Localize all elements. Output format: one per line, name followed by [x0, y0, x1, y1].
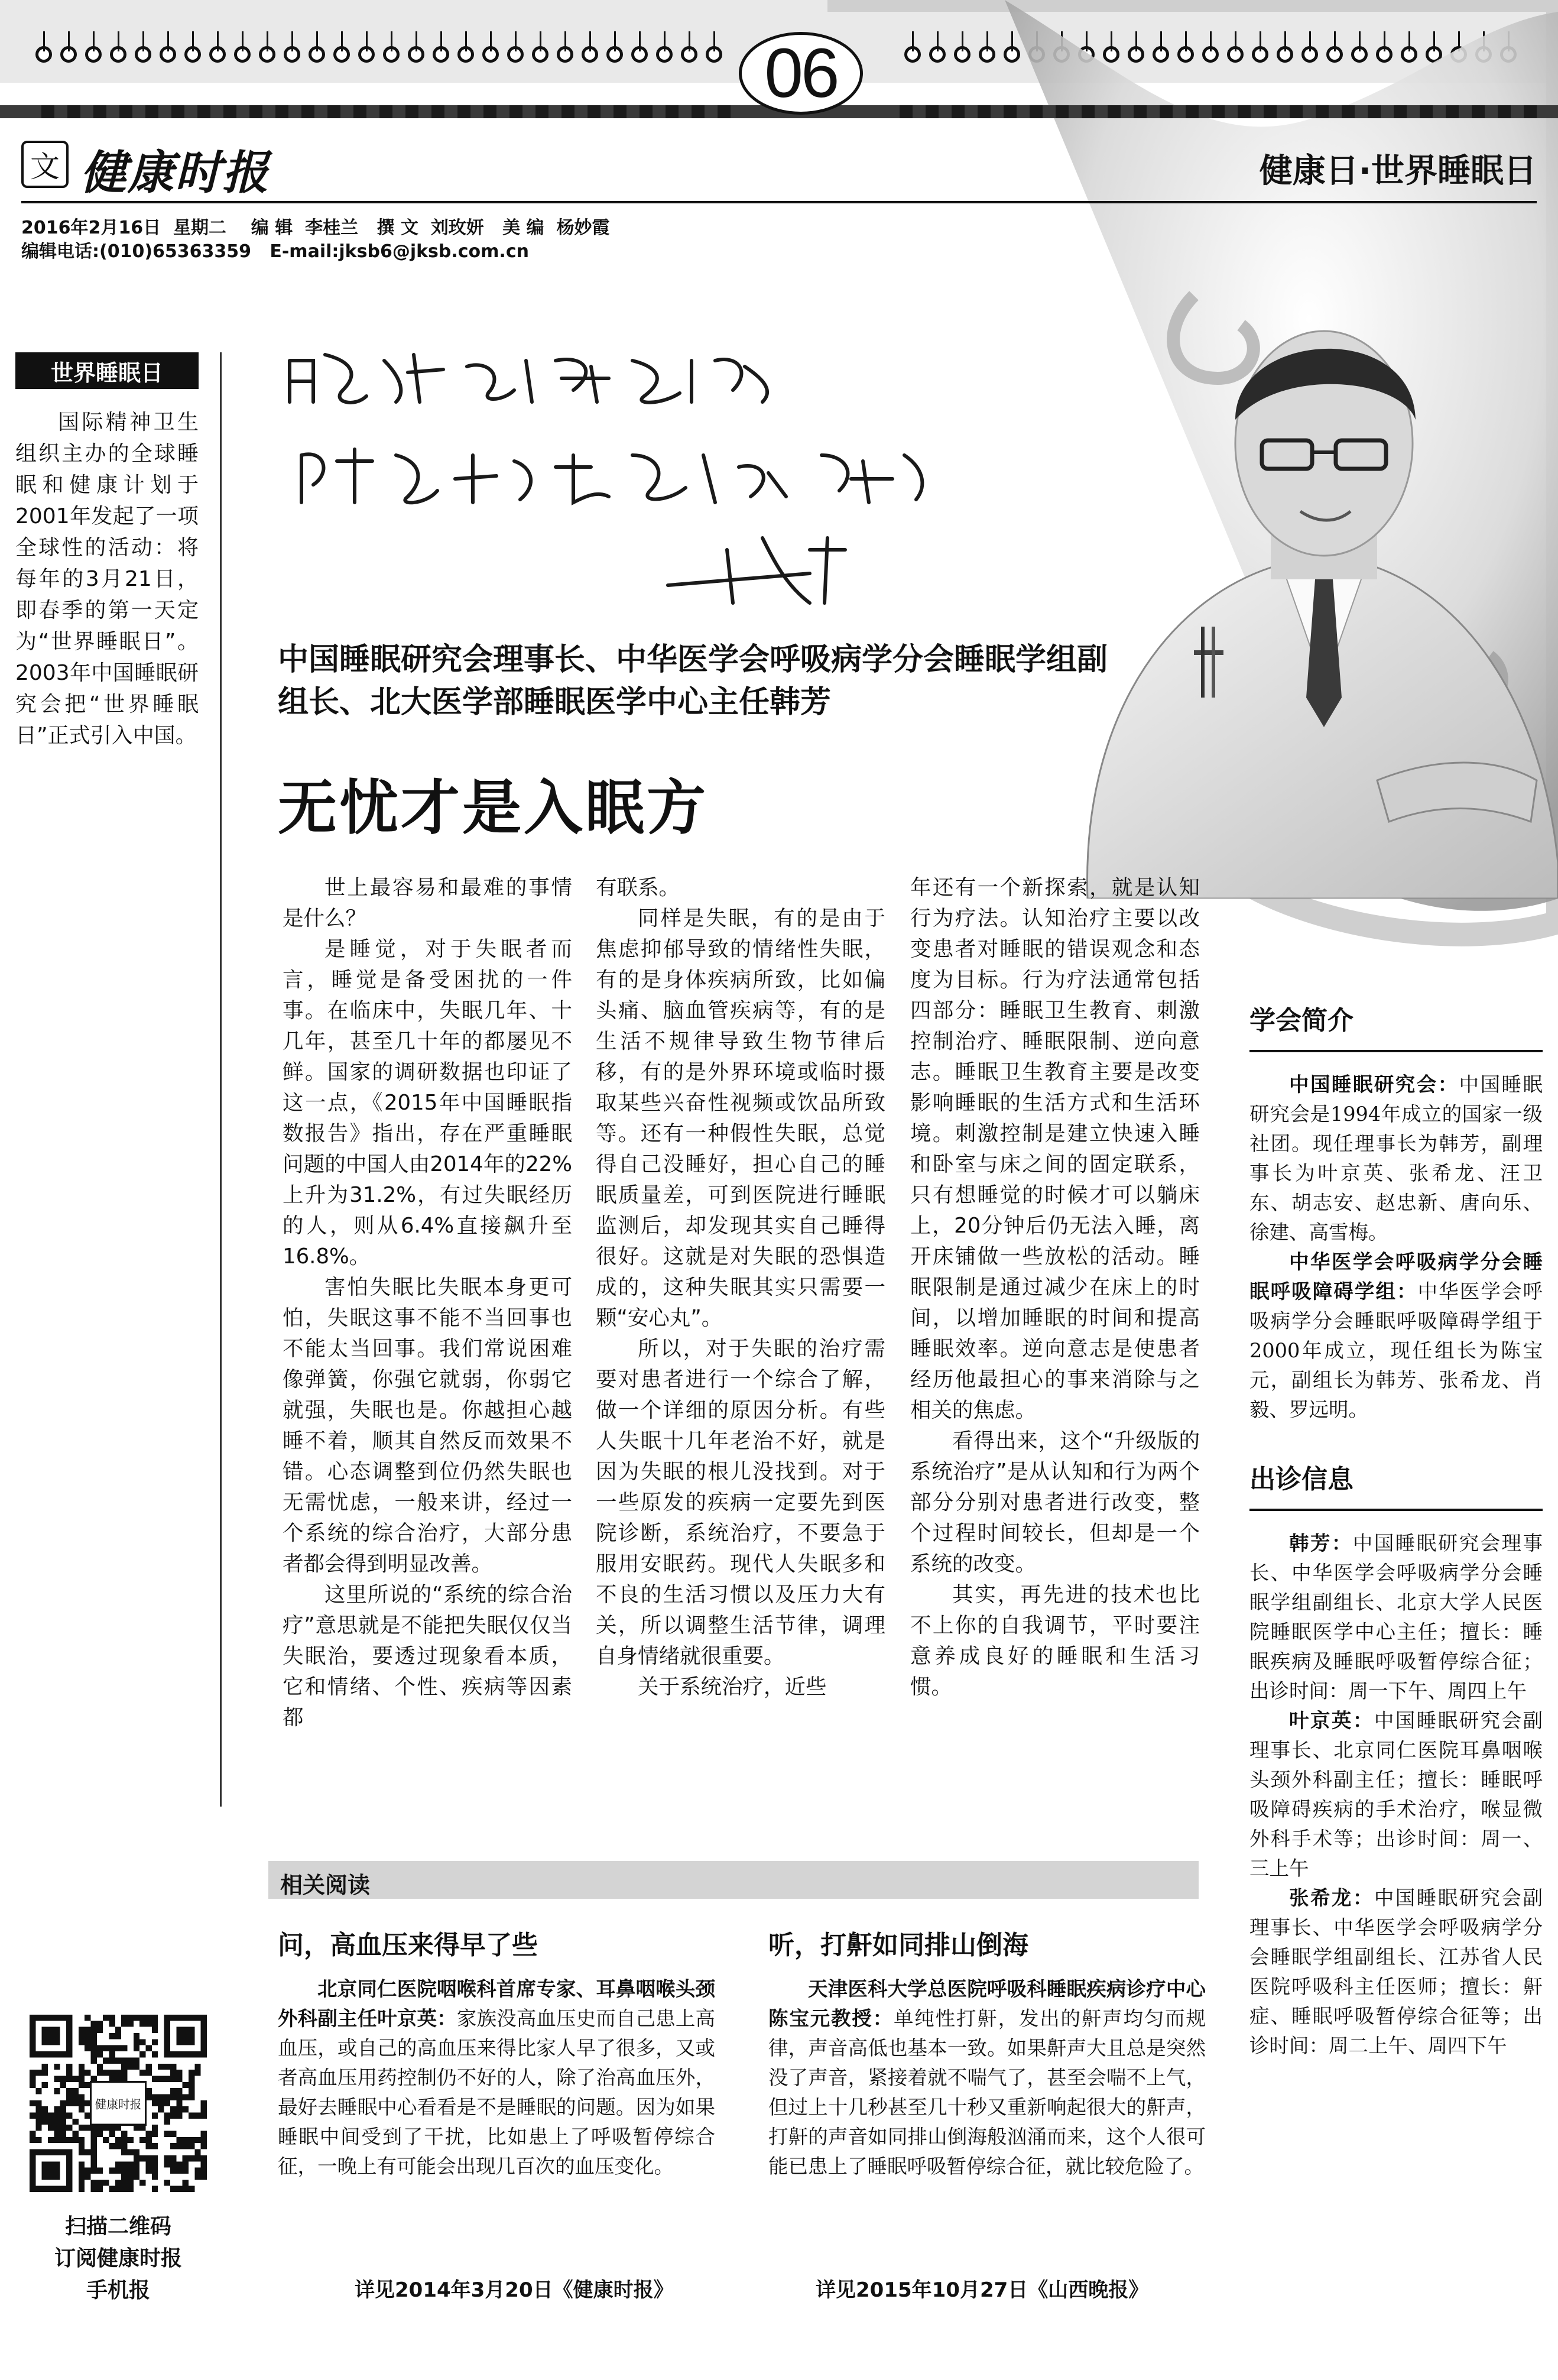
ring-square	[1238, 105, 1251, 118]
sidebar-text: 国际精神卫生组织主办的全球睡眠和健康计划于2001年发起了一项全球性的活动：将每年的3月21日，即春季的第一天定为“世界睡眠日”。2003年中国睡眠研究会把“世界睡眠日”正式引入中国。	[15, 410, 199, 748]
paragraph: 有联系。	[596, 876, 680, 900]
binding-ring	[60, 46, 77, 63]
ring-square	[1030, 105, 1043, 118]
related-reading-bar	[268, 1861, 1199, 1899]
paragraph: 害怕失眠比失眠本身更可怕，失眠这事不能不当回事也不能太当回事。我们常说困难像弹簧，你强它就弱，你弱它就强，失眠也是。你越担心越睡不着，顺其自然反而效果不错。心态调整到位仍然失眠也无需忧虑，一般来讲，经过一个系统的综合治疗，大部分患者都会得到明显改善。	[283, 1275, 572, 1576]
ring-square	[1082, 105, 1095, 118]
binding-ring	[85, 46, 102, 63]
ring-square	[535, 105, 548, 118]
society-desc: 中国睡眠研究会是1994年成立的国家一级社团。现任理事长为韩芳，副理事长为叶京英、张希龙、汪卫东、胡志安、赵忠新、唐向乐、徐建、高雪梅。	[1249, 1073, 1543, 1244]
page-number: 06	[764, 34, 838, 112]
ring-square	[509, 105, 522, 118]
binding-ring	[706, 46, 722, 63]
sidebar-divider	[220, 352, 222, 1807]
ring-square	[561, 105, 574, 118]
ring-square	[1472, 105, 1485, 118]
ring-square	[1134, 105, 1147, 118]
page-number-badge	[739, 32, 863, 115]
related-item-text: 单纯性打鼾，发出的鼾声均匀而规律，声音高低也基本一致。如果鼾声大且总是突然没了声音，紧接着就不喘气了，甚至会喘不上气，但过上十几秒甚至几十秒又重新响起很大的鼾声，打鼾的声音如同排山倒海般汹涌而来，这个人很可能已患上了睡眠呼吸暂停综合征，就比较危险了。	[768, 2007, 1206, 2178]
masthead-divider	[21, 201, 1537, 203]
ring-square	[275, 105, 288, 118]
qr-caption-line: 手机报	[86, 2278, 150, 2303]
paragraph: 同样是失眠，有的是由于焦虑抑郁导致的情绪性失眠，有的是身体疾病所致，比如偏头痛、脑血管疾病等，有的是生活不规律导致生物节律后移，有的是外界环境或临时摄取某些兴奋性视频或饮品所致等。还有一种假性失眠，总觉得自己没睡好，担心自己的睡眠质量差，可到医院进行睡眠监测后，却发现其实自己睡得很好。这就是对失眠的恐惧造成的，这种失眠其实只需要一颗“安心丸”。	[596, 906, 885, 1330]
editor-contact: 编辑电话:(010)65363359 E-mail:jksb6@jksb.com.cn	[21, 241, 529, 262]
doctor-desc: 中国睡眠研究会副理事长、北京同仁医院耳鼻咽喉头颈外科副主任；擅长：睡眠呼吸障碍疾病的手术治疗，喉显微外科手术等；出诊时间：周一、三上午	[1249, 1709, 1543, 1880]
binding-ring	[408, 46, 424, 63]
ring-square	[249, 105, 262, 118]
ring-square	[301, 105, 314, 118]
society-heading: 学会简介	[1249, 999, 1543, 1052]
binding-ring	[333, 46, 350, 63]
doctor-name: 张希龙：	[1289, 1886, 1374, 1909]
ring-square	[900, 105, 913, 118]
doctor-desc: 中国睡眠研究会副理事长、中华医学会呼吸病学分会睡眠学组副组长、江苏省人民医院呼吸科主任医师；擅长：鼾症、睡眠呼吸暂停综合征等；出诊时间：周二上午、周四下午	[1249, 1886, 1543, 2057]
binding-ring	[457, 46, 474, 63]
ring-square	[1290, 105, 1303, 118]
ring-square	[1342, 105, 1355, 118]
binding-ring	[507, 46, 524, 63]
paragraph: 世上最容易和最难的事情是什么？	[283, 876, 572, 930]
ring-square	[1420, 105, 1433, 118]
society-name: 中华医学会呼吸病学分会睡眠呼吸障碍学组：	[1249, 1250, 1543, 1303]
sidebar-tag: 世界睡眠日	[15, 352, 199, 389]
ring-square	[692, 105, 705, 118]
binding-ring	[631, 46, 648, 63]
ring-square	[588, 105, 601, 118]
ring-square	[171, 105, 184, 118]
related-item-lead: 北京同仁医院咽喉科首席专家、耳鼻咽喉头颈外科副主任叶京英：	[278, 1977, 715, 2030]
ring-square	[718, 105, 731, 118]
paragraph: 其实，再先进的技术也比不上你的自我调节，平时要注意养成良好的睡眠和生活习惯。	[910, 1583, 1200, 1699]
society-entry	[1249, 1247, 1543, 1425]
ring-square	[431, 105, 444, 118]
ring-square	[978, 105, 991, 118]
binding-ring	[433, 46, 449, 63]
paragraph: 这里所说的“系统的综合治疗”意思就是不能把失眠仅仅当失眠治，要透过现象看本质，它和情绪、个性、疾病等因素都	[283, 1583, 572, 1730]
binding-ring	[35, 46, 52, 63]
doctor-name: 韩芳：	[1289, 1532, 1353, 1555]
related-item-source: 详见2014年3月20日《健康时报》	[355, 2278, 674, 2302]
related-item-body	[278, 1974, 715, 2181]
ring-square	[145, 105, 158, 118]
doctor-portrait-image	[1046, 272, 1558, 899]
clinic-list	[1249, 1529, 1543, 2061]
article-title: 无忧才是入眠方	[278, 773, 708, 842]
doctor-desc: 中国睡眠研究会理事长、中华医学会呼吸病学分会睡眠学组副组长、北京大学人民医院睡眠医学中心主任；擅长：睡眠疾病及睡眠呼吸暂停综合征；出诊时间：周一下午、周四上午	[1249, 1532, 1543, 1703]
article-column-3	[910, 873, 1200, 1703]
clinic-heading: 出诊信息	[1249, 1458, 1543, 1511]
ring-square	[197, 105, 210, 118]
binding-ring	[259, 46, 275, 63]
qr-caption-line: 扫描二维码	[64, 2214, 171, 2239]
ring-square	[640, 105, 653, 118]
ring-square	[1368, 105, 1381, 118]
paper-name: 健康时报	[80, 146, 270, 200]
binding-ring	[656, 46, 673, 63]
paragraph: 年还有一个新探索，就是认知行为疗法。认知治疗主要以改变患者对睡眠的错误观念和态度为目标。行为疗法通常包括四部分：睡眠卫生教育、刺激控制治疗、睡眠限制、逆向意志。睡眠卫生教育主要是改变影响睡眠的生活方式和生活环境。刺激控制是建立快速入睡和卧室与床之间的固定联系，只有想睡觉的时候才可以躺床上，20分钟后仍无法入睡，离开床铺做一些放松的活动。睡眠限制是通过减少在床上的时间，以增加睡眠的时间和提高睡眠效率。逆向意志是使患者经历他最担心的事来消除与之相关的焦虑。	[910, 876, 1200, 1422]
binding-ring	[557, 46, 573, 63]
society-list	[1249, 1070, 1543, 1425]
binding-ring	[606, 46, 623, 63]
handwritten-signature-image	[278, 337, 963, 621]
ring-square	[1394, 105, 1407, 118]
binding-ring	[284, 46, 300, 63]
ring-square	[1498, 105, 1511, 118]
article-column-1	[283, 873, 572, 1733]
ring-square	[327, 105, 340, 118]
related-item-title: 听，打鼾如同排山倒海	[768, 1930, 1028, 1960]
binding-ring	[110, 46, 126, 63]
binding-ring	[383, 46, 400, 63]
binding-ring	[532, 46, 548, 63]
qr-center-label: 健康时报	[95, 2097, 142, 2112]
paragraph: 是睡觉，对于失眠者而言，睡觉是备受困扰的一件事。在临床中，失眠几年、十几年，甚至几十年的都屡见不鲜。国家的调研数据也印证了这一点，《2015年中国睡眠指数报告》指出，存在严重睡眠问题的中国人由2014年的22%上升为31.2%，有过失眠经历的人，则从6.4%直接飙升至16.8%。	[283, 937, 572, 1269]
binding-ring	[309, 46, 325, 63]
ring-square	[379, 105, 392, 118]
society-entry	[1249, 1070, 1543, 1247]
ring-square	[119, 105, 132, 118]
article-column-2	[596, 873, 885, 1703]
ring-square	[41, 105, 54, 118]
ring-square	[223, 105, 236, 118]
society-name: 中国睡眠研究会：	[1289, 1073, 1459, 1096]
ring-square	[614, 105, 627, 118]
binding-ring	[582, 46, 598, 63]
ring-square	[1316, 105, 1329, 118]
qr-caption	[18, 2211, 219, 2307]
society-desc: 中华医学会呼吸病学分会睡眠呼吸障碍学组于2000年成立，现任组长为陈宝元，副组长为韩芳、张希龙、肖毅、罗远明。	[1249, 1280, 1543, 1421]
ring-square	[1160, 105, 1173, 118]
paragraph: 看得出来，这个“升级版的系统治疗”是从认知和行为两个部分分别对患者进行改变，整个过程时间较长，但却是一个系统的改变。	[910, 1429, 1200, 1576]
ring-square	[952, 105, 965, 118]
related-item-title: 问，高血压来得早了些	[278, 1930, 538, 1960]
doctor-name: 叶京英：	[1289, 1709, 1374, 1732]
issue-meta: 2016年2月16日 星期二 编 辑 李桂兰 撰 文 刘玫妍 美 编 杨妙霞	[21, 218, 610, 238]
ring-square	[1056, 105, 1069, 118]
doctor-entry	[1249, 1529, 1543, 1706]
related-reading-label: 相关阅读	[280, 1872, 371, 1898]
ring-square	[405, 105, 418, 118]
ring-square	[1108, 105, 1121, 118]
paragraph: 关于系统治疗，近些	[638, 1675, 827, 1699]
binding-ring	[482, 46, 499, 63]
qr-caption-line: 订阅健康时报	[54, 2246, 182, 2271]
ring-square	[353, 105, 366, 118]
ring-square	[1524, 105, 1537, 118]
ring-square	[483, 105, 496, 118]
binding-ring	[234, 46, 251, 63]
related-item-lead: 天津医科大学总医院呼吸科睡眠疾病诊疗中心陈宝元教授：	[768, 1977, 1206, 2030]
ring-square	[93, 105, 106, 118]
ring-square	[1004, 105, 1017, 118]
binding-ring	[135, 46, 151, 63]
related-item-source: 详见2015年10月27日《山西晚报》	[816, 2278, 1149, 2302]
ring-square	[1212, 105, 1225, 118]
doctor-entry	[1249, 1706, 1543, 1883]
binding-ring	[681, 46, 697, 63]
ring-square	[1264, 105, 1277, 118]
ring-square	[67, 105, 80, 118]
masthead	[21, 136, 849, 201]
binding-ring	[160, 46, 176, 63]
ring-square	[1186, 105, 1199, 118]
binding-ring	[358, 46, 375, 63]
ring-square	[926, 105, 939, 118]
paragraph: 所以，对于失眠的治疗需要对患者进行一个综合了解，做一个详细的原因分析。有些人失眠十几年老治不好，就是因为失眠的根儿没找到。对于一些原发的疾病一定要先到医院诊断，系统治疗，不要急于服用安眠药。现代人失眠多和不良的生活习惯以及压力大有关，所以调整生活节律，调理自身情绪就很重要。	[596, 1337, 885, 1668]
binding-ring	[184, 46, 201, 63]
ring-square	[1446, 105, 1459, 118]
related-item-text: 家族没高血压史而自己患上高血压，或自己的高血压来得比家人早了很多，又或者高血压用药控制仍不好的人，除了治高血压外，最好去睡眠中心看看是不是睡眠的问题。因为如果睡眠中间受到了干扰，比如患上了呼吸暂停综合征，一晚上有可能会出现几百次的血压变化。	[278, 2007, 716, 2178]
doctor-entry	[1249, 1883, 1543, 2061]
paper-logo-icon: 文	[21, 141, 69, 188]
ring-square	[666, 105, 679, 118]
info-panel	[1249, 999, 1543, 2061]
ring-square	[457, 105, 470, 118]
qr-code-image	[30, 2015, 207, 2192]
section-title: 健康日·世界睡眠日	[1259, 152, 1537, 190]
article-subtitle: 中国睡眠研究会理事长、中华医学会呼吸病学分会睡眠学组副组长、北大医学部睡眠医学中心主任韩芳	[278, 642, 1108, 720]
related-item-body	[768, 1974, 1206, 2181]
binding-ring	[209, 46, 226, 63]
